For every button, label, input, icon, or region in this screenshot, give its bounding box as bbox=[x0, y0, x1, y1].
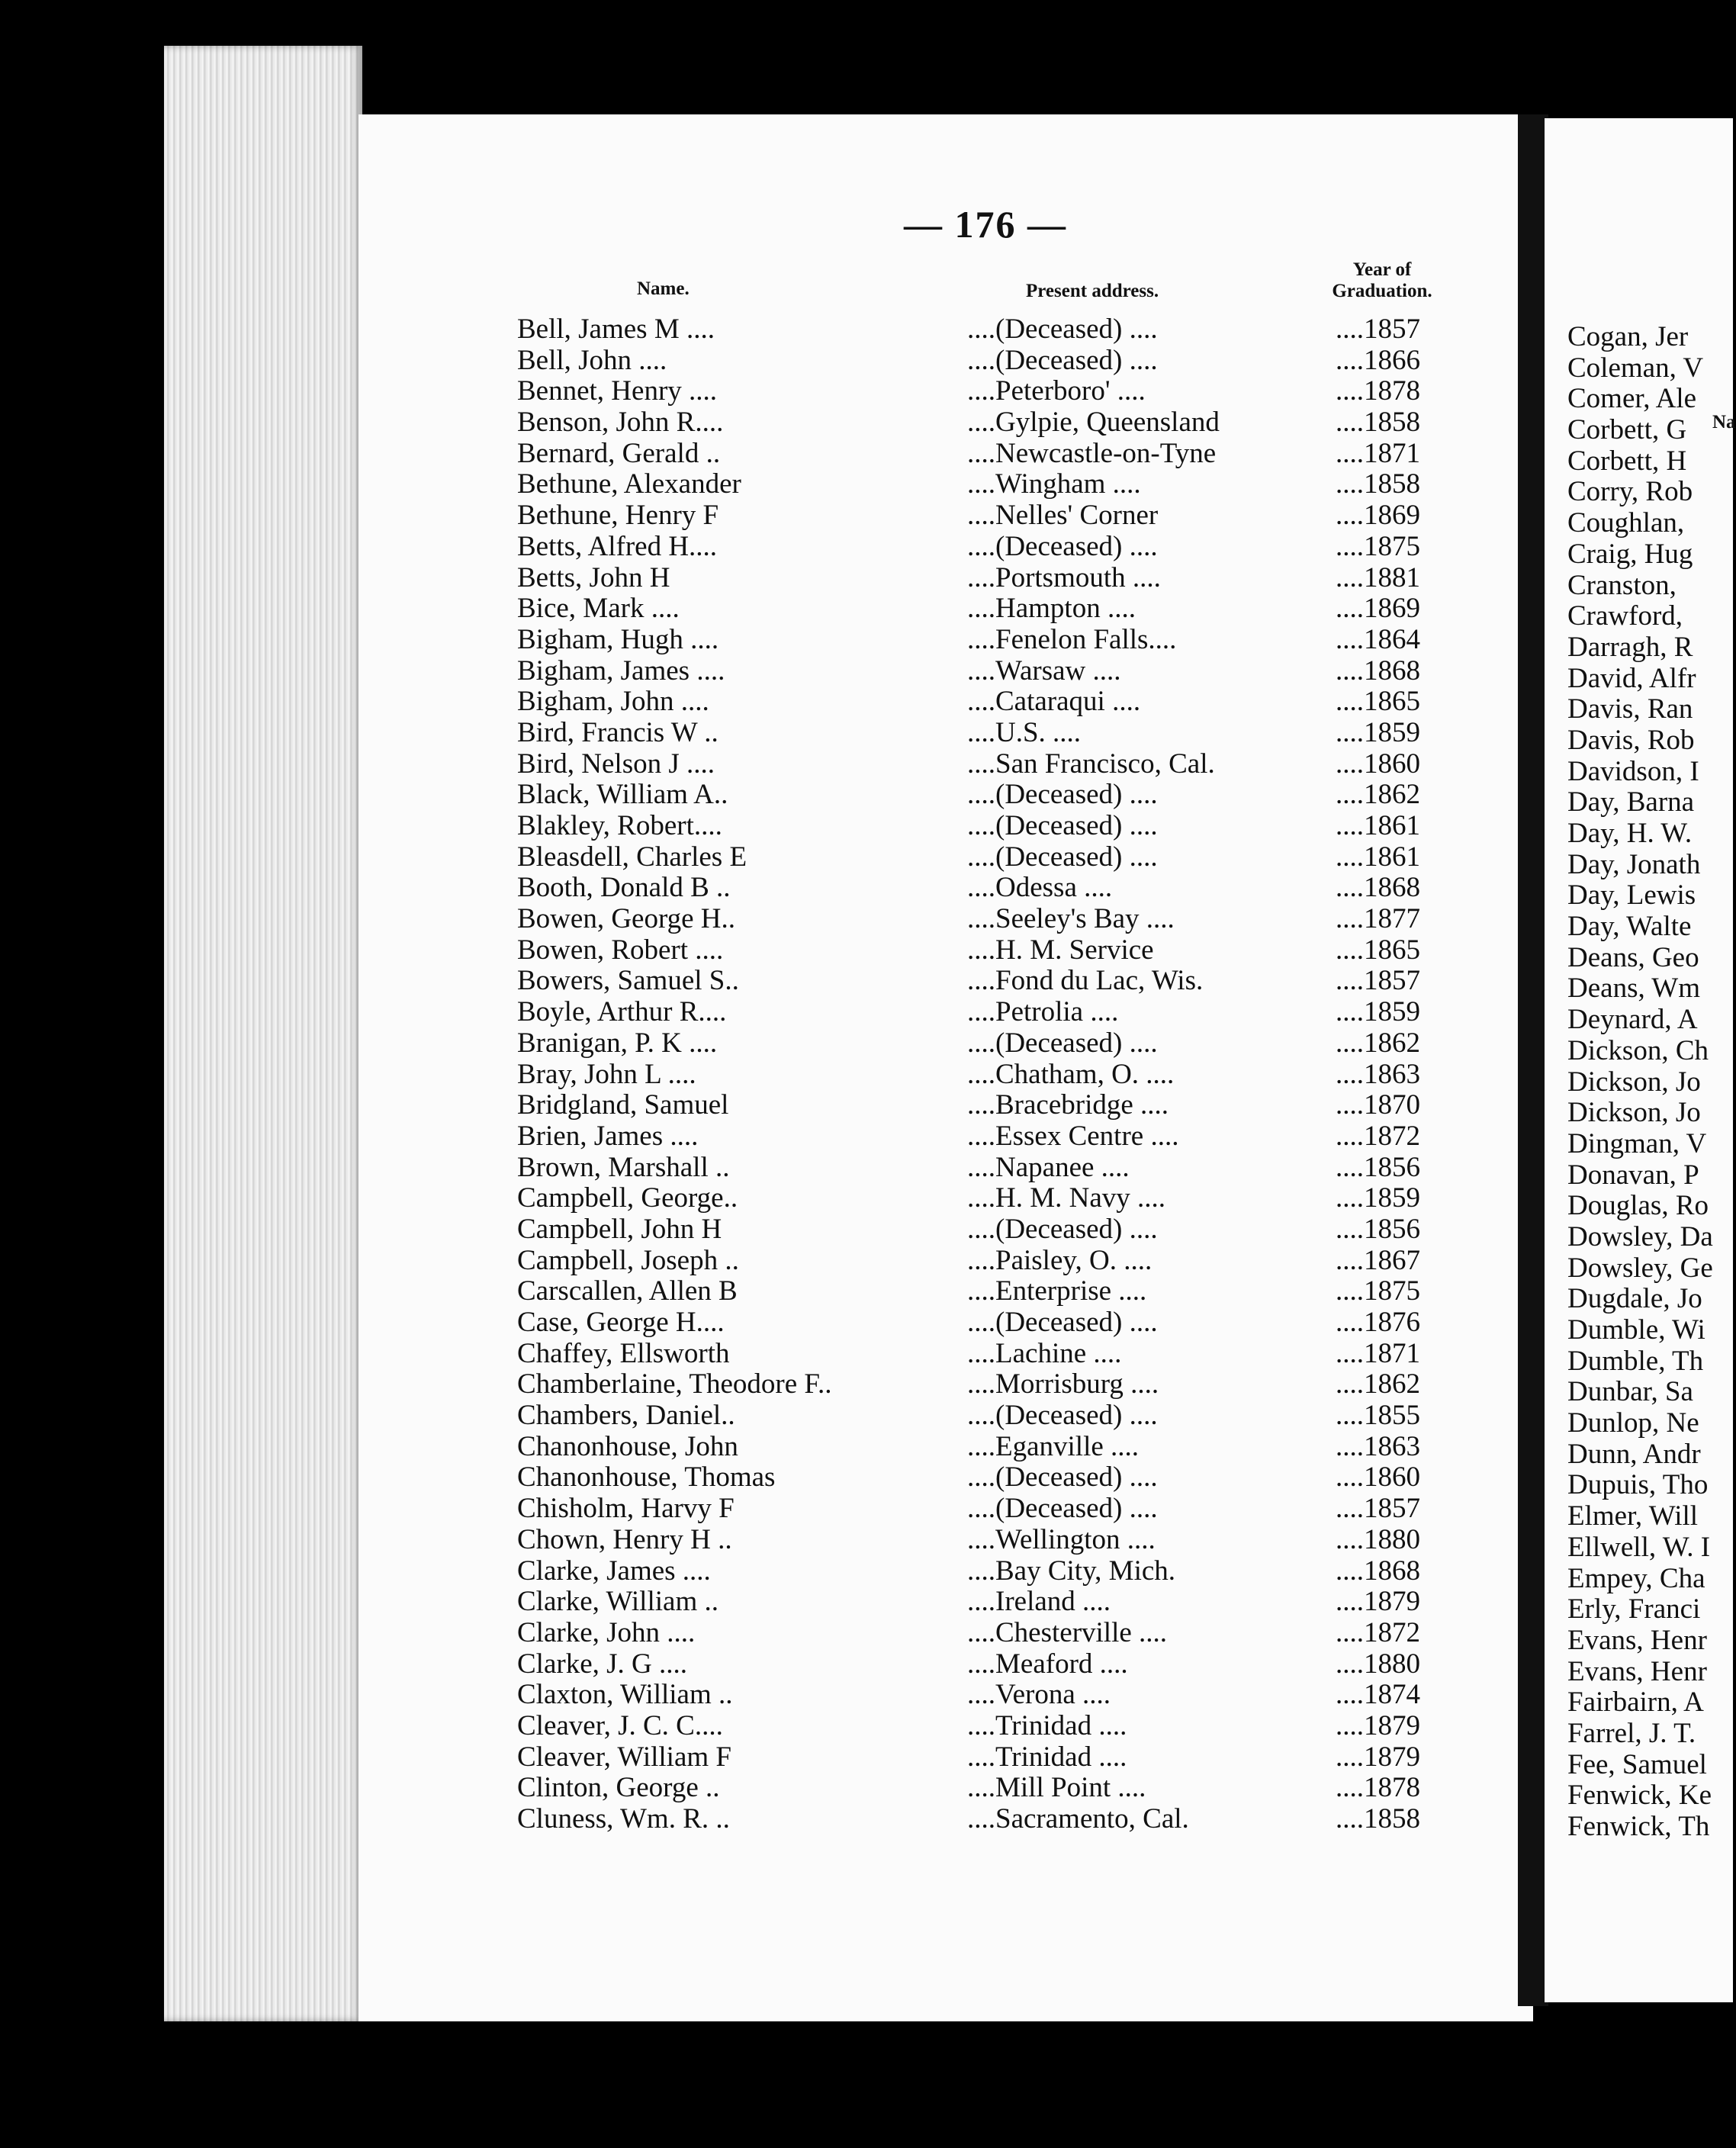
graduation-year: ....1880 bbox=[1336, 1523, 1420, 1555]
graduation-year: ....1856 bbox=[1336, 1151, 1420, 1183]
right-page-name: Dickson, Jo bbox=[1567, 1066, 1701, 1098]
alumni-name: Benson, John R.... bbox=[517, 407, 724, 439]
right-page-list bbox=[1567, 320, 1713, 1841]
graduation-year: ....1870 bbox=[1336, 1089, 1420, 1121]
right-page-name: Corbett, G bbox=[1567, 414, 1687, 446]
right-page-name: Day, Lewis bbox=[1567, 879, 1696, 912]
alumni-name: Carscallen, Allen B bbox=[517, 1275, 738, 1307]
right-page-name: Dunn, Andr bbox=[1567, 1438, 1701, 1470]
present-address: ....Ireland .... bbox=[967, 1586, 1111, 1618]
graduation-year: ....1860 bbox=[1336, 748, 1420, 780]
right-page-name: Crawford, bbox=[1567, 600, 1683, 632]
present-address: ....Mill Point .... bbox=[967, 1772, 1146, 1804]
graduation-year: ....1869 bbox=[1336, 500, 1420, 532]
present-address: ....(Deceased) .... bbox=[967, 810, 1158, 841]
graduation-year: ....1868 bbox=[1336, 1555, 1420, 1587]
present-address: ....Hampton .... bbox=[967, 593, 1136, 625]
graduation-year: ....1857 bbox=[1336, 314, 1420, 345]
right-page-name: Darragh, R bbox=[1567, 631, 1693, 663]
right-page-name: Day, Walte bbox=[1567, 911, 1692, 943]
right-page-name: Deans, Wm bbox=[1567, 973, 1700, 1005]
alumni-name: Cleaver, William F bbox=[517, 1741, 731, 1773]
right-page-name: Deynard, A bbox=[1567, 1004, 1698, 1036]
present-address: ....(Deceased) .... bbox=[967, 344, 1158, 376]
present-address: ....(Deceased) .... bbox=[967, 841, 1158, 873]
right-page-name: Ellwell, W. I bbox=[1567, 1531, 1711, 1563]
graduation-year: ....1871 bbox=[1336, 437, 1420, 469]
alumni-name: Booth, Donald B .. bbox=[517, 872, 731, 904]
alumni-name: Bell, John .... bbox=[517, 344, 667, 376]
right-page-name: Davis, Ran bbox=[1567, 693, 1693, 725]
right-page-name: Davis, Rob bbox=[1567, 724, 1695, 756]
graduation-year: ....1862 bbox=[1336, 1368, 1420, 1400]
right-page-name: Deans, Geo bbox=[1567, 941, 1699, 973]
graduation-year: ....1876 bbox=[1336, 1307, 1420, 1338]
present-address: ....Peterboro' .... bbox=[967, 375, 1146, 407]
present-address: ....Morrisburg .... bbox=[967, 1368, 1159, 1400]
alumni-name: Boyle, Arthur R.... bbox=[517, 996, 727, 1028]
graduation-year: ....1878 bbox=[1336, 375, 1420, 407]
alumni-name: Brown, Marshall .. bbox=[517, 1151, 730, 1183]
graduation-year: ....1864 bbox=[1336, 623, 1420, 655]
present-address: ....H. M. Navy .... bbox=[967, 1182, 1166, 1214]
alumni-name: Betts, John H bbox=[517, 561, 670, 593]
alumni-name: Chanonhouse, Thomas bbox=[517, 1461, 776, 1494]
right-page-name: Dickson, Jo bbox=[1567, 1097, 1701, 1129]
present-address: ....Napanee .... bbox=[967, 1151, 1130, 1183]
right-page-name: Craig, Hug bbox=[1567, 538, 1693, 570]
right-page-name: Dowsley, Da bbox=[1567, 1220, 1713, 1252]
right-page-name: Farrel, J. T. bbox=[1567, 1717, 1696, 1749]
graduation-year: ....1859 bbox=[1336, 996, 1420, 1028]
alumni-name: Bethune, Alexander bbox=[517, 468, 741, 500]
alumni-name: Bennet, Henry .... bbox=[517, 375, 718, 407]
alumni-name: Bell, James M .... bbox=[517, 314, 715, 345]
present-address: ....(Deceased) .... bbox=[967, 1213, 1158, 1245]
graduation-year: ....1872 bbox=[1336, 1616, 1420, 1648]
right-page-name: Comer, Ale bbox=[1567, 383, 1697, 415]
present-address: ....Cataraqui .... bbox=[967, 686, 1141, 718]
graduation-year: ....1871 bbox=[1336, 1337, 1420, 1369]
right-page-name: Erly, Franci bbox=[1567, 1593, 1701, 1625]
right-page-name: Coleman, V bbox=[1567, 352, 1704, 384]
right-page-name: Evans, Henr bbox=[1567, 1624, 1707, 1656]
present-address: ....(Deceased) .... bbox=[967, 1027, 1158, 1059]
present-address: ....Petrolia .... bbox=[967, 996, 1119, 1028]
present-address: ....Eganville .... bbox=[967, 1430, 1140, 1462]
alumni-name: Campbell, George.. bbox=[517, 1182, 738, 1214]
alumni-name: Chaffey, Ellsworth bbox=[517, 1337, 730, 1369]
column-header-year bbox=[1313, 259, 1451, 302]
right-page-name: Fee, Samuel bbox=[1567, 1748, 1707, 1780]
right-page-name: Dumble, Th bbox=[1567, 1345, 1704, 1377]
present-address: ....Chatham, O. .... bbox=[967, 1058, 1175, 1090]
present-address: ....H. M. Service bbox=[967, 934, 1154, 966]
present-address: ....Chesterville .... bbox=[967, 1616, 1168, 1648]
graduation-year: ....1875 bbox=[1336, 1275, 1420, 1307]
graduation-year: ....1863 bbox=[1336, 1058, 1420, 1090]
right-page-name: David, Alfr bbox=[1567, 662, 1696, 694]
alumni-name: Chown, Henry H .. bbox=[517, 1523, 732, 1555]
alumni-name: Bird, Nelson J .... bbox=[517, 748, 715, 780]
right-page-name: Day, H. W. bbox=[1567, 818, 1693, 849]
present-address: ....Sacramento, Cal. bbox=[967, 1803, 1189, 1834]
graduation-year: ....1861 bbox=[1336, 841, 1420, 873]
alumni-name: Campbell, Joseph .. bbox=[517, 1244, 739, 1276]
graduation-year: ....1856 bbox=[1336, 1213, 1420, 1245]
graduation-year: ....1865 bbox=[1336, 934, 1420, 966]
graduation-year: ....1857 bbox=[1336, 965, 1420, 997]
present-address: ....Newcastle-on-Tyne bbox=[967, 437, 1217, 469]
present-address: ....U.S. .... bbox=[967, 716, 1082, 748]
right-page-name: Davidson, I bbox=[1567, 755, 1699, 787]
present-address: ....Wellington .... bbox=[967, 1523, 1156, 1555]
graduation-year: ....1866 bbox=[1336, 344, 1420, 376]
right-page-name: Dumble, Wi bbox=[1567, 1314, 1705, 1346]
alumni-name: Bray, John L .... bbox=[517, 1058, 696, 1090]
present-address: ....(Deceased) .... bbox=[967, 1493, 1158, 1525]
right-page-header: Na bbox=[1712, 412, 1736, 432]
alumni-name: Bethune, Henry F bbox=[517, 500, 719, 532]
present-address: ....Verona .... bbox=[967, 1679, 1111, 1711]
alumni-name: Bowen, George H.. bbox=[517, 903, 736, 935]
right-page-name: Dunlop, Ne bbox=[1567, 1407, 1699, 1439]
present-address: ....Bracebridge .... bbox=[967, 1089, 1169, 1121]
right-page-name: Fairbairn, A bbox=[1567, 1687, 1704, 1719]
book-page-edges bbox=[164, 46, 362, 2021]
graduation-year: ....1872 bbox=[1336, 1120, 1420, 1152]
right-page-name: Corry, Rob bbox=[1567, 476, 1693, 508]
right-page-name: Corbett, H bbox=[1567, 445, 1687, 477]
present-address: ....Nelles' Corner bbox=[967, 500, 1159, 532]
present-address: ....(Deceased) .... bbox=[967, 1400, 1158, 1432]
right-page-name: Dunbar, Sa bbox=[1567, 1376, 1693, 1408]
alumni-name: Chambers, Daniel.. bbox=[517, 1400, 735, 1432]
present-address: ....(Deceased) .... bbox=[967, 314, 1158, 345]
column-header-year-line1: Year of bbox=[1352, 259, 1412, 280]
alumni-name: Bigham, James .... bbox=[517, 654, 725, 687]
right-page-name: Coughlan, bbox=[1567, 507, 1685, 539]
present-address: ....Gylpie, Queensland bbox=[967, 407, 1220, 439]
alumni-name: Bigham, Hugh .... bbox=[517, 623, 719, 655]
graduation-year: ....1858 bbox=[1336, 468, 1420, 500]
right-page-name: Elmer, Will bbox=[1567, 1500, 1699, 1532]
right-page-name: Donavan, P bbox=[1567, 1159, 1699, 1191]
alumni-name: Cleaver, J. C. C.... bbox=[517, 1709, 723, 1741]
graduation-year: ....1865 bbox=[1336, 686, 1420, 718]
alumni-name: Bigham, John .... bbox=[517, 686, 709, 718]
present-address: ....San Francisco, Cal. bbox=[967, 748, 1215, 780]
present-address: ....Enterprise .... bbox=[967, 1275, 1147, 1307]
alumni-name: Branigan, P. K .... bbox=[517, 1027, 718, 1059]
present-address: ....Essex Centre .... bbox=[967, 1120, 1179, 1152]
alumni-name: Claxton, William .. bbox=[517, 1679, 733, 1711]
alumni-name: Clarke, William .. bbox=[517, 1586, 719, 1618]
graduation-year: ....1862 bbox=[1336, 779, 1420, 811]
alumni-name: Bice, Mark .... bbox=[517, 593, 680, 625]
right-page-name: Dickson, Ch bbox=[1567, 1034, 1709, 1066]
graduation-year: ....1855 bbox=[1336, 1400, 1420, 1432]
graduation-year: ....1860 bbox=[1336, 1461, 1420, 1494]
column-header-year-line2: Graduation. bbox=[1332, 281, 1432, 301]
graduation-year: ....1859 bbox=[1336, 1182, 1420, 1214]
right-page-name: Day, Barna bbox=[1567, 786, 1695, 818]
alumni-name: Clarke, John .... bbox=[517, 1616, 696, 1648]
right-page-name: Evans, Henr bbox=[1567, 1655, 1707, 1687]
present-address: ....(Deceased) .... bbox=[967, 1307, 1158, 1338]
alumni-name: Bird, Francis W .. bbox=[517, 716, 719, 748]
right-page-name: Cranston, bbox=[1567, 569, 1677, 601]
right-page-name: Empey, Cha bbox=[1567, 1562, 1705, 1594]
alumni-name: Bowers, Samuel S.. bbox=[517, 965, 739, 997]
alumni-name: Clarke, James .... bbox=[517, 1555, 711, 1587]
graduation-year: ....1880 bbox=[1336, 1648, 1420, 1680]
alumni-name: Clinton, George .. bbox=[517, 1772, 720, 1804]
present-address: ....(Deceased) .... bbox=[967, 530, 1158, 562]
book-gutter bbox=[1518, 114, 1548, 2006]
graduation-year: ....1867 bbox=[1336, 1244, 1420, 1276]
graduation-year: ....1879 bbox=[1336, 1709, 1420, 1741]
present-address: ....Wingham .... bbox=[967, 468, 1141, 500]
right-page-name: Cogan, Jer bbox=[1567, 321, 1689, 352]
present-address: ....Paisley, O. .... bbox=[967, 1244, 1153, 1276]
alumni-name: Black, William A.. bbox=[517, 779, 728, 811]
column-header-address: Present address. bbox=[1026, 281, 1159, 301]
right-page-name: Dupuis, Tho bbox=[1567, 1469, 1709, 1501]
right-page-name: Day, Jonath bbox=[1567, 848, 1701, 880]
graduation-year: ....1858 bbox=[1336, 1803, 1420, 1834]
alumni-name: Betts, Alfred H.... bbox=[517, 530, 718, 562]
alumni-name: Chamberlaine, Theodore F.. bbox=[517, 1368, 832, 1400]
present-address: ....Odessa .... bbox=[967, 872, 1113, 904]
graduation-year: ....1875 bbox=[1336, 530, 1420, 562]
present-address: ....(Deceased) .... bbox=[967, 779, 1158, 811]
right-page-name: Dugdale, Jo bbox=[1567, 1283, 1702, 1315]
present-address: ....Fenelon Falls.... bbox=[967, 623, 1177, 655]
graduation-year: ....1861 bbox=[1336, 810, 1420, 841]
alumni-name: Bernard, Gerald .. bbox=[517, 437, 721, 469]
graduation-year: ....1857 bbox=[1336, 1493, 1420, 1525]
alumni-name: Cluness, Wm. R. .. bbox=[517, 1803, 730, 1834]
column-header-name: Name. bbox=[637, 278, 690, 299]
alumni-name: Bleasdell, Charles E bbox=[517, 841, 747, 873]
alumni-name: Clarke, J. G .... bbox=[517, 1648, 687, 1680]
right-page-name: Fenwick, Th bbox=[1567, 1811, 1710, 1842]
alumni-name: Brien, James .... bbox=[517, 1120, 699, 1152]
right-page-name: Dingman, V bbox=[1567, 1127, 1707, 1159]
present-address: ....Warsaw .... bbox=[967, 654, 1121, 687]
graduation-year: ....1879 bbox=[1336, 1586, 1420, 1618]
right-page-name: Fenwick, Ke bbox=[1567, 1780, 1712, 1812]
graduation-year: ....1868 bbox=[1336, 872, 1420, 904]
graduation-year: ....1877 bbox=[1336, 903, 1420, 935]
present-address: ....(Deceased) .... bbox=[967, 1461, 1158, 1494]
graduation-year: ....1878 bbox=[1336, 1772, 1420, 1804]
alumni-name: Case, George H.... bbox=[517, 1307, 725, 1338]
present-address: ....Bay City, Mich. bbox=[967, 1555, 1176, 1587]
present-address: ....Trinidad .... bbox=[967, 1709, 1127, 1741]
alumni-name: Chanonhouse, John bbox=[517, 1430, 738, 1462]
right-page-name: Dowsley, Ge bbox=[1567, 1252, 1713, 1284]
graduation-year: ....1862 bbox=[1336, 1027, 1420, 1059]
alumni-name: Bridgland, Samuel bbox=[517, 1089, 729, 1121]
alumni-name: Campbell, John H bbox=[517, 1213, 722, 1245]
alumni-name: Blakley, Robert.... bbox=[517, 810, 722, 841]
alumni-name: Bowen, Robert .... bbox=[517, 934, 724, 966]
graduation-year: ....1879 bbox=[1336, 1741, 1420, 1773]
graduation-year: ....1869 bbox=[1336, 593, 1420, 625]
present-address: ....Fond du Lac, Wis. bbox=[967, 965, 1204, 997]
present-address: ....Meaford .... bbox=[967, 1648, 1128, 1680]
graduation-year: ....1858 bbox=[1336, 407, 1420, 439]
graduation-year: ....1859 bbox=[1336, 716, 1420, 748]
right-page-name: Douglas, Ro bbox=[1567, 1190, 1709, 1222]
page-number: — 176 — bbox=[904, 203, 1067, 246]
present-address: ....Lachine .... bbox=[967, 1337, 1122, 1369]
graduation-year: ....1874 bbox=[1336, 1679, 1420, 1711]
alumni-name: Chisholm, Harvy F bbox=[517, 1493, 735, 1525]
graduation-year: ....1881 bbox=[1336, 561, 1420, 593]
present-address: ....Seeley's Bay .... bbox=[967, 903, 1175, 935]
graduation-year: ....1868 bbox=[1336, 654, 1420, 687]
present-address: ....Trinidad .... bbox=[967, 1741, 1127, 1773]
present-address: ....Portsmouth .... bbox=[967, 561, 1161, 593]
graduation-year: ....1863 bbox=[1336, 1430, 1420, 1462]
